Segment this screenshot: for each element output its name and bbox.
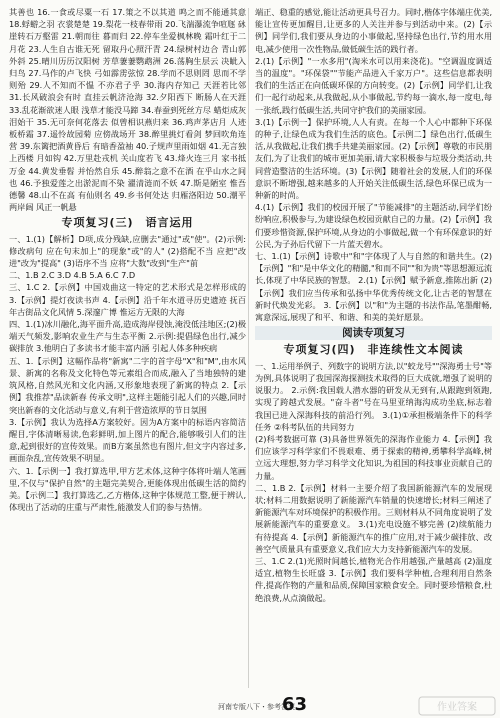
answer-paragraph: 三、1.C 2.【示例】中国戏曲这一特定的艺术形式是怎样形成的 3.【示例】提灯夜读书声 4.【示例】沿千年水道寻历史遗迹 抚百年古街品文化风情 5.深邃广博 惟运方无限的大海 <box>9 282 246 317</box>
answer-paragraph: 一、1.运用举例子、列数字的说明方法,以"蛟龙号""深海勇士号"等为例,具体说明了我国深海探测技术取得的巨大成就,增强了说明的说服力。 2.示例:我国载人潜水器的研发从无到有,从跟跑到领跑,实现了跨越式发展。"奋斗者"号在马里亚纳海沟成功坐底,标志着我国已进入深海科技的前沿行列。 3.(1)①承担极端条件下的科学任务 ②科考队伍的共同努力 <box>255 360 492 432</box>
answer-paragraph: 2.(1)【示例】"一水多用"(淘米水可以用来浇花)。"空调温度调适当的温度"。"环保袋""节能产品进入千家万户"。这些信息都表明我们的生活正在向低碳环保的方向转变。(2)【示例】同学们,让我们一起行动起来,从我做起,从小事做起,节约每一滴水,每一度电,每一张纸,践行低碳生活,共同守护我们的美丽家园。 <box>255 55 492 115</box>
answer-paragraph: 其善也 16.一食或尽粟一石 17.策之不以其道 鸣之而不能通其意 18.蜉蝣之羽 衣裳楚楚 19.梨花一枝春带雨 20.飞湍瀑流争喧豗 砯崖转石万壑雷 21.朝而往 暮而归 22.停车坐爱枫林晚 霜叶红于二月花 23.人生自古谁无死 留取丹心照汗青 24.绿树村边合 青山郭外斜 25.晴川历历汉阳树 芳草萋萋鹦鹉洲 26.荡胸生层云 决眦入归鸟 27.马作的卢飞快 弓如霹雳弦惊 28.学而不思则罔 思而不学则殆 29.人不知而不愠 不亦君子乎 30.海内存知己 天涯若比邻 31.长风破浪会有时 直挂云帆济沧海 32.夕阳西下 断肠人在天涯 33.乱花渐欲迷人眼 浅草才能没马蹄 34.春蚕到死丝方尽 蜡炬成灰泪始干 35.无可奈何花落去 似曾相识燕归来 36.鸡声茅店月 人迹板桥霜 37.遥怜故园菊 应傍战场开 38.醉里挑灯看剑 梦回吹角连营 39.东篱把酒黄昏后 有暗香盈袖 40.子规声里雨如烟 41.无言独上西楼 月如钩 42.万里赴戎机 关山度若飞 43.烽火连三月 家书抵万金 44.黄发垂髫 并怡然自乐 45.醉翁之意不在酒 在乎山水之间也 46.予独爱莲之出淤泥而不染 濯清涟而不妖 47.斯是陋室 惟吾德馨 48.山不在高 有仙则名 49.乡书何处达 归雁洛阳边 50.潮平两岸阔 风正一帆悬 <box>9 7 246 213</box>
answer-paragraph: 一、1.(1)【解析】D项,成分残缺,应删去"通过"或"使"。(2)示例:修改病句 应在句末加上"的现象"或"的人" (2)搭配不当 应把"改进"改为"提高" (3)语序不当 应将"大数"改到"生产"前 <box>9 233 246 269</box>
column-divider <box>248 8 249 688</box>
answer-paragraph: 七、1.(1)【示例】诗歌中"和"字体现了人与自然的和谐共生。(2)【示例】"和"是中华文化的精髓,"和而不同""和为贵"等思想源远流长,体现了中华民族的智慧。 2.(1)【示例】赋予新意,推陈出新 (2)【示例】我们应当传承和弘扬中华优秀传统文化,让古老的智慧在新时代焕发光彩。 3.【示例】以"和"为主题的书法作品,笔墨酣畅,寓意深远,展现了和平、和谐、和美的美好愿景。 <box>255 251 492 323</box>
answer-paragraph: (2)科考数据可靠 (3)具备世界领先的深海作业能力 4.【示例】我们应该学习科学家们不畏艰难、勇于探索的精神,勇攀科学高峰,树立远大理想,努力学习科学文化知识,为祖国的科技事业贡献自己的力量。 <box>255 433 492 481</box>
section-title: 专项复习(三) 语言运用 <box>61 216 194 230</box>
answer-paragraph: 端正、稳重的感觉,能让活动更具号召力。同时,楷体字体端庄优美,能让宣传更加醒目,让更多的人关注并参与到活动中来。(2)【示例】同学们,我们要从身边的小事做起,坚持绿色出行,节约用水用电,减少使用一次性物品,做低碳生活的践行者。 <box>255 7 492 54</box>
watermark-logo-icon <box>418 696 496 716</box>
answer-paragraph: 二、1.B 2.C 3.D 4.B 5.A 6.C 7.D <box>9 270 136 281</box>
answer-paragraph: 3.【示例】我认为选择A方案较好。因为A方案中的标语内容简洁醒目,字体清晰易读,色彩鲜明,加上图片的配合,能够吸引人们的注意,起到很好的宣传效果。而B方案虽然也有图片,但文字内容过多,画面杂乱,宣传效果不明显。 <box>9 416 246 464</box>
answer-paragraph: 五、1.【示例】这幅作品将"新寓"二字的首字母"X"和"M",由水风景、新寓的名称及文化特色等元素组合而成,融入了当地独特的建筑风格,自然风光和文化内涵,又形象地表现了新寓的特点 2.【示例】我推荐"品读新春 传承文明",这样主题能引起人们的兴趣,同时突出新春的文化活动与意义,有利于营造浓厚的节日氛围 <box>9 355 246 415</box>
answer-paragraph: 4.(1)【示例】我们的校园开展了"节能减排"的主题活动,同学们纷纷响应,积极参与,为建设绿色校园贡献自己的力量。(2)【示例】我们要珍惜资源,保护环境,从身边的小事做起,做一个有环保意识的好公民,为子孙后代留下一片蓝天碧水。 <box>255 202 492 249</box>
section-subtitle: 专项复习(四) 非连续性文本阅读 <box>283 343 464 357</box>
answer-paragraph: 3.(1)【示例一】保护环境,人人有责。在每一个人心中都种下环保的种子,让绿色成为我们生活的底色。【示例二】绿色出行,低碳生活,从我做起,让我们携手共建美丽家园。(2)【示例】尊敬的市民朋友们,为了让我们的城市更加美丽,请大家积极参与垃圾分类活动,共同营造整洁的生活环境。(3)【示例】随着社会的发展,人们的环保意识不断增强,越来越多的人开始关注低碳生活,绿色环保已成为一种新的时尚。 <box>255 116 492 201</box>
answer-paragraph: 四、1.(1)冰川融化,海平面升高,造成海岸侵蚀,淹没低洼地区;(2)极端天气频发,影响农业生产与生态平衡 2.示例:提倡绿色出行,减少碳排放 3.他明白了多读书才能丰富内涵 引起人体多种疾病 <box>9 319 246 354</box>
page-footer <box>0 694 500 718</box>
answer-paragraph: 六、1.【示例一】我打算选甲,甲方艺术体,这种字体将叶端人笔画里,不仅与"保护自然"的主题完美契合,更能体现出低碳生活的简约美。【示例二】我打算选乙,乙方楷体,这种字体规范工整,便于辨认,体现出了活动的庄重与严肃性,能激发人们的参与热情。 <box>9 465 246 513</box>
page-number: 63 <box>282 694 308 715</box>
left-column <box>9 6 246 513</box>
right-column <box>255 6 492 604</box>
footer-label: 河南专版八下・参考答案 <box>218 703 295 711</box>
answer-paragraph: 二、1.B 2.【示例】材料一主要介绍了我国新能源汽车的发展现状;材料二用数据说明了新能源汽车销量的快速增长;材料三阐述了新能源汽车对环境保护的积极作用。三则材料从不同角度说明了发展新能源汽车的重要意义。 3.(1)充电设施不够完善 (2)续航能力有待提高 4.【示例】新能源汽车的推广应用,对于减少碳排放、改善空气质量具有重要意义,我们应大力支持新能源汽车的发展。 <box>255 482 492 554</box>
watermark-text: 作业答案 <box>437 702 477 713</box>
answer-paragraph: 三、1.C 2.(1)光照时间越长,植物光合作用越强,产量越高 (2)温度适宜,植物生长旺盛 3.【示例】我们要科学种植,合理利用自然条件,提高作物的产量和品质,保障国家粮食安全。同时要珍惜粮食,杜绝浪费,从点滴做起。 <box>255 555 492 603</box>
section-band-title: 阅读专项复习 <box>255 326 492 340</box>
